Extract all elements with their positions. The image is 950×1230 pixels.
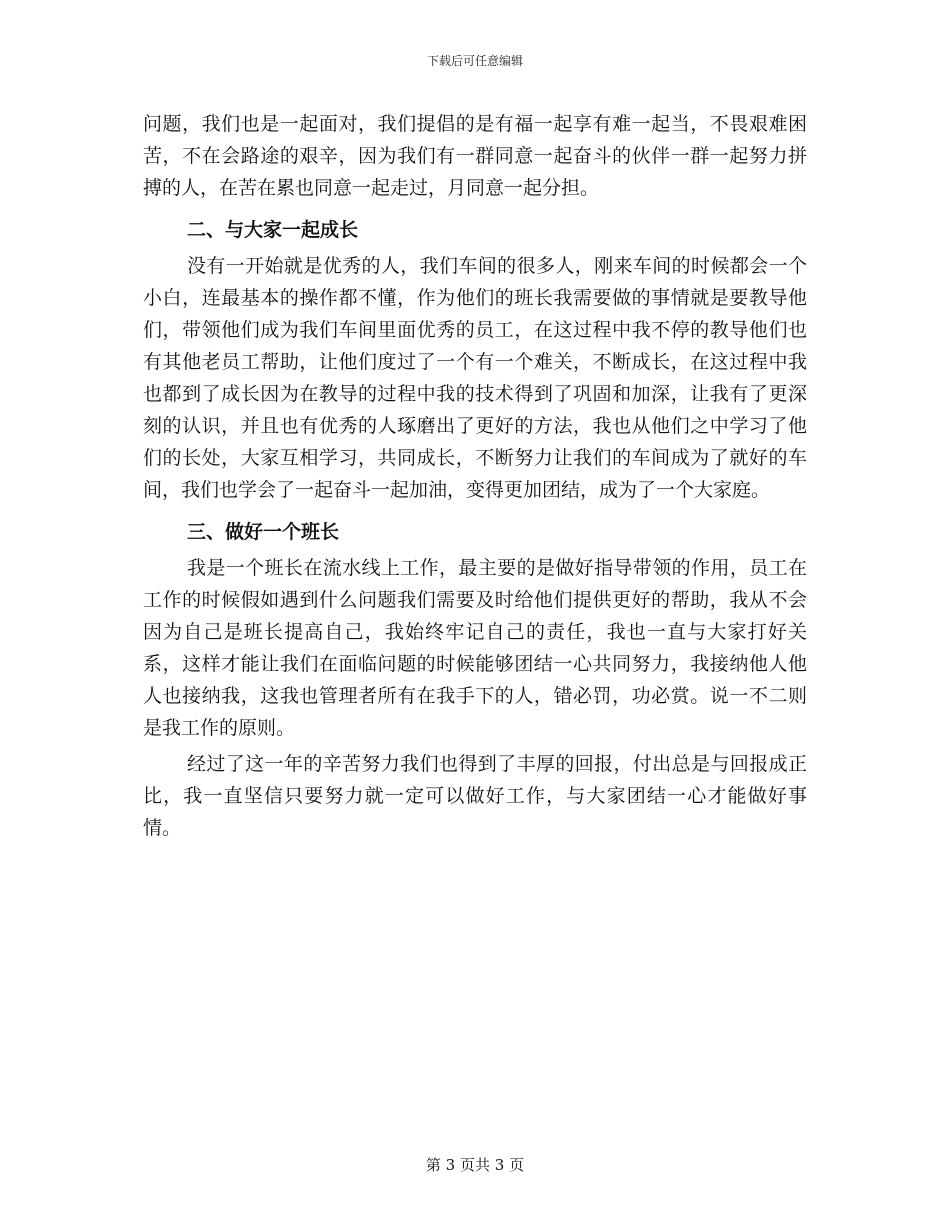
page-number-footer: 第 3 页共 3 页 xyxy=(425,1156,525,1174)
section-heading-2: 二、与大家一起成长 xyxy=(187,219,359,241)
paragraph-growth: 没有一开始就是优秀的人，我们车间的很多人，刚来车间的时候都会一个小白，连最基本的操作都不懂，作为他们的班长我需要做的事情就是要教导他们，带领他们成为我们车间里面优秀的员工，在这过程中我不停的教导他们也有其他老员工帮助，让他们度过了一个有一个难关，不断成长，在这过程中我也都到了成长因为在教导的过程中我的技术得到了巩固和加深，让我有了更深刻的认识，并且也有优秀的人琢磨出了更好的方法，我也从他们之中学习了他们的长处，大家互相学习，共同成长，不断努力让我们的车间成为了就好的车间，我们也学会了一起奋斗一起加油，变得更加团结，成为了一个大家庭。 xyxy=(143,255,807,501)
paragraph-continuation: 问题，我们也是一起面对，我们提倡的是有福一起享有难一起当，不畏艰难困苦，不在会路途的艰辛，因为我们有一群同意一起奋斗的伙伴一群一起努力拼搏的人，在苦在累也同意一起走过，月同意一起分担。 xyxy=(143,113,807,199)
paragraph-conclusion: 经过了这一年的辛苦努力我们也得到了丰厚的回报，付出总是与回报成正比，我一直坚信只要努力就一定可以做好工作，与大家团结一心才能做好事情。 xyxy=(143,753,807,839)
paragraph-team-leader: 我是一个班长在流水线上工作，最主要的是做好指导带领的作用，员工在工作的时候假如遇到什么问题我们需要及时给他们提供更好的帮助，我从不会因为自己是班长提高自己，我始终牢记自己的责任，我也一直与大家打好关系，这样才能让我们在面临问题的时候能够团结一心共同努力，我接纳他人他人也接纳我，这我也管理者所有在我手下的人，错必罚，功必赏。说一不二则是我工作的原则。 xyxy=(143,557,807,739)
document-body xyxy=(143,108,807,844)
page-header: 下载后可任意编辑 xyxy=(426,54,523,68)
section-heading-3: 三、做好一个班长 xyxy=(187,521,340,543)
